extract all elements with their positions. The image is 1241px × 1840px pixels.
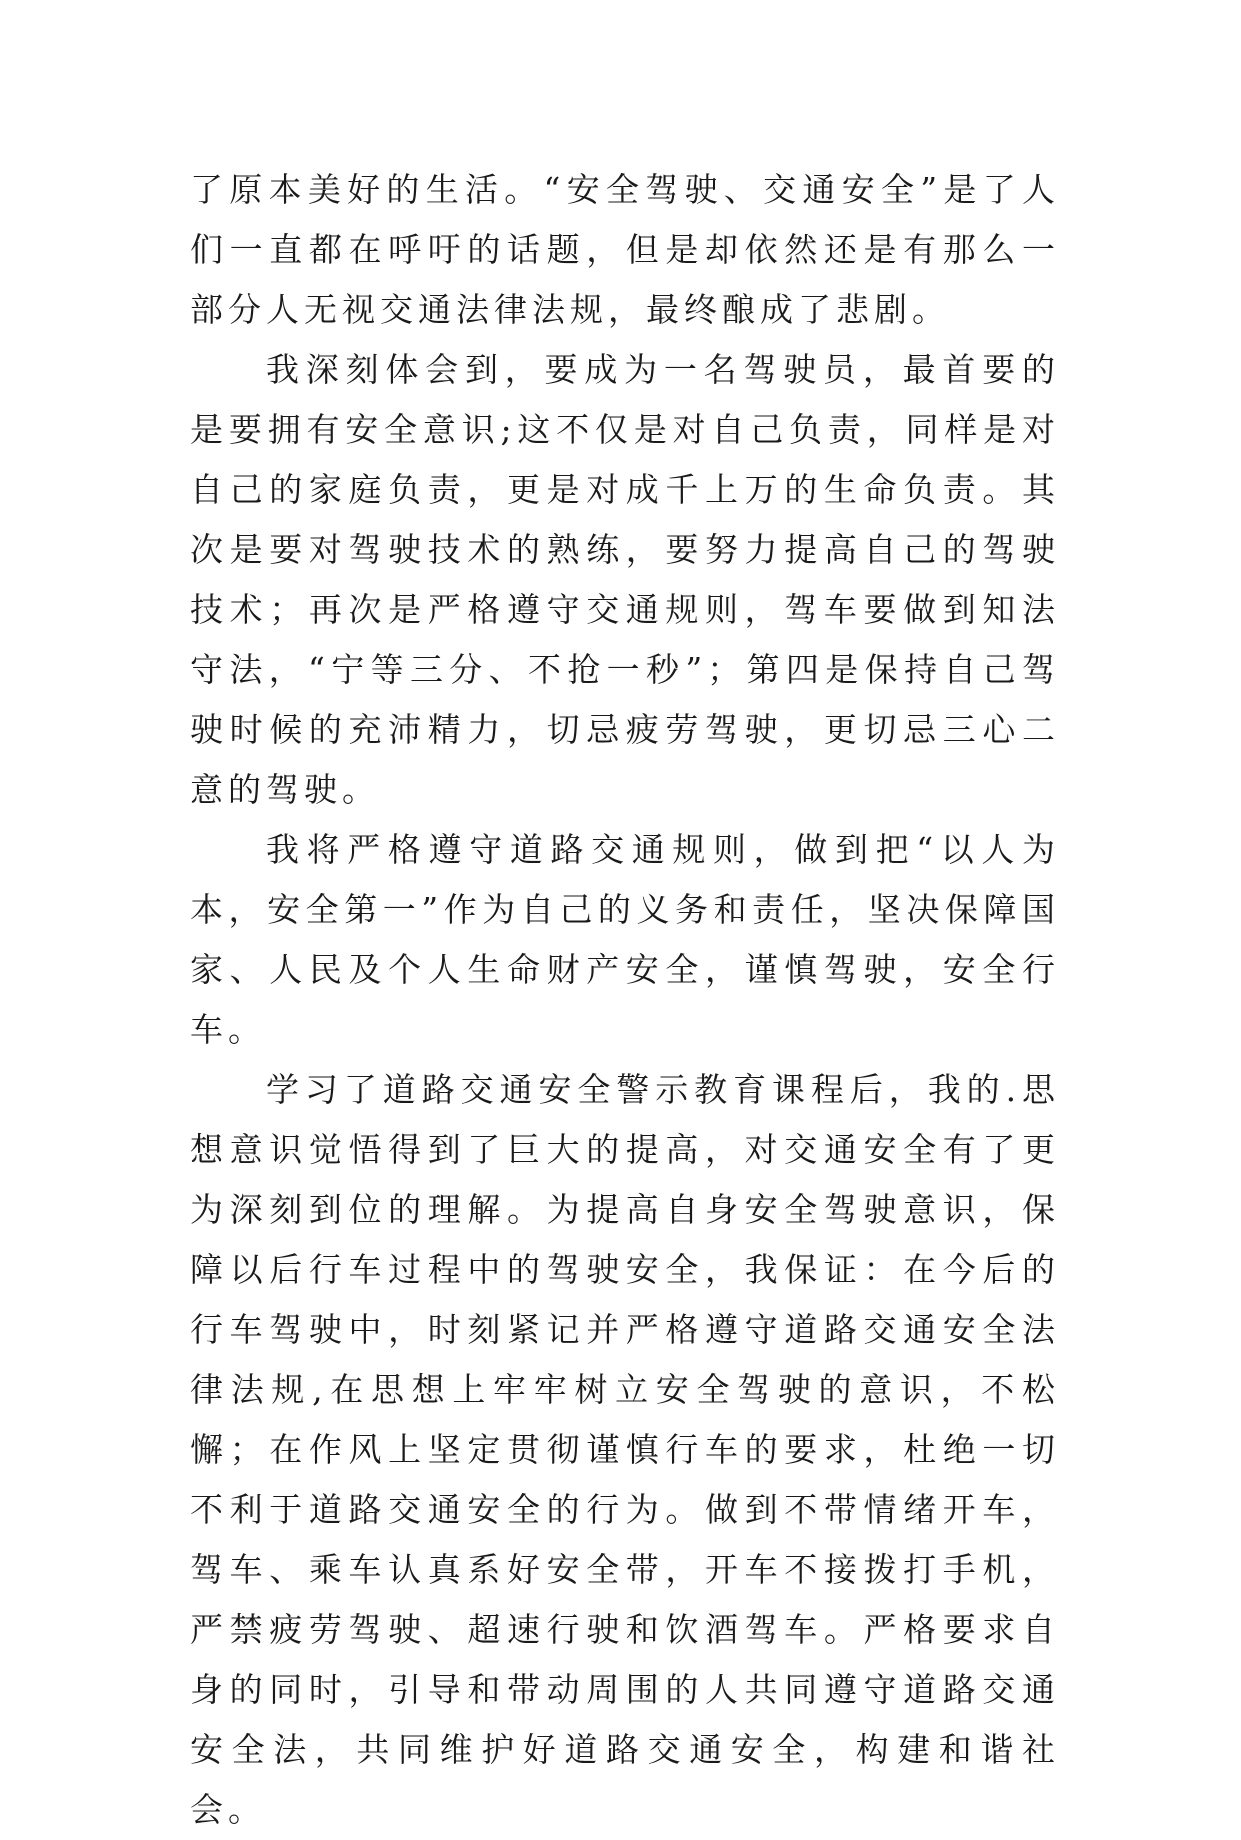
paragraph-3: 我将严格遵守道路交通规则，做到把“以人为本，安全第一”作为自己的义务和责任，坚决保障国家、人民及个人生命财产安全，谨慎驾驶，安全行车。	[190, 830, 1060, 1049]
paragraph-1: 了原本美好的生活。“安全驾驶、交通安全”是了人们一直都在呼吁的话题，但是却依然还是有那么一部分人无视交通法律法规，最终酿成了悲剧。	[190, 170, 1060, 329]
paragraph-4: 学习了道路交通安全警示教育课程后，我的.思想意识觉悟得到了巨大的提高，对交通安全有了更为深刻到位的理解。为提高自身安全驾驶意识，保障以后行车过程中的驾驶安全，我保证：在今后的行车驾驶中，时刻紧记并严格遵守道路交通安全法律法规,在思想上牢牢树立安全驾驶的意识，不松懈；在作风上坚定贯彻谨慎行车的要求，杜绝一切不利于道路交通安全的行为。做到不带情绪开车，驾车、乘车认真系好安全带，开车不接拨打手机，严禁疲劳驾驶、超速行驶和饮酒驾车。严格要求自身的同时，引导和带动周围的人共同遵守道路交通安全法，共同维护好道路交通安全，构建和谐社会。	[190, 1070, 1060, 1829]
document-body	[190, 160, 1060, 1840]
paragraph-2: 我深刻体会到，要成为一名驾驶员，最首要的是要拥有安全意识;这不仅是对自己负责，同样是对自己的家庭负责，更是对成千上万的生命负责。其次是要对驾驶技术的熟练，要努力提高自己的驾驶技术；再次是严格遵守交通规则，驾车要做到知法守法，“宁等三分、不抢一秒”；第四是保持自己驾驶时候的充沛精力，切忌疲劳驾驶，更切忌三心二意的驾驶。	[190, 350, 1060, 809]
